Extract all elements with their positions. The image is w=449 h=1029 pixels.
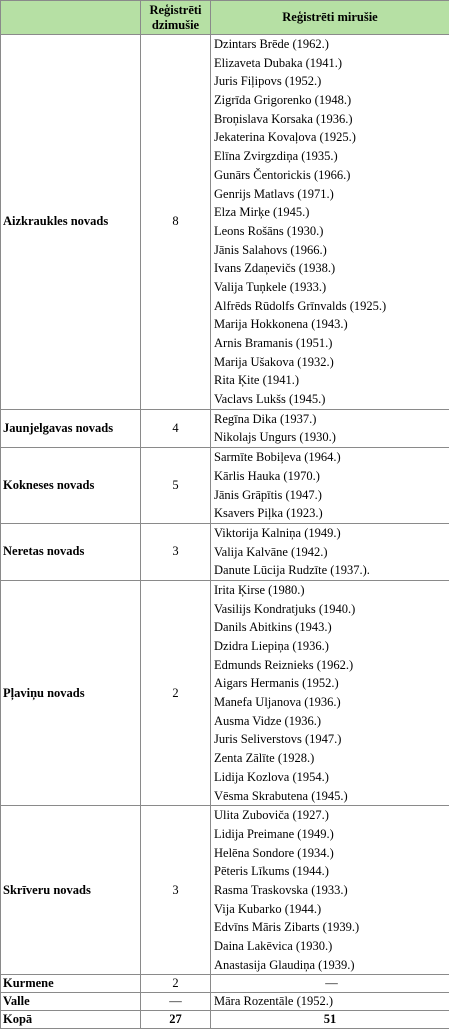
death-entry: Helēna Sondore (1934.) [214, 844, 449, 863]
deaths-list [211, 409, 449, 447]
death-entry: Irita Ķirse (1980.) [214, 581, 449, 600]
death-entry: Sarmīte Bobiļeva (1964.) [214, 448, 449, 467]
death-entry: Ksavers Piļka (1923.) [214, 504, 449, 523]
death-entry: Ausma Vidze (1936.) [214, 712, 449, 731]
births-count: 5 [141, 448, 211, 524]
death-entry: Lidija Preimane (1949.) [214, 825, 449, 844]
table-row [1, 580, 449, 805]
death-entry: Pēteris Līkums (1944.) [214, 862, 449, 881]
death-entry: Ivans Zdaņevičs (1938.) [214, 259, 449, 278]
region-name: Kokneses novads [1, 448, 141, 524]
death-entry: Vēsma Skrabutena (1945.) [214, 787, 449, 806]
death-entry: Danute Lūcija Rudzīte (1937.). [214, 561, 449, 580]
table-row [1, 448, 449, 524]
death-entry: Genrijs Matlavs (1971.) [214, 185, 449, 204]
header-row [1, 1, 449, 35]
death-entry: Jekaterina Kovaļova (1925.) [214, 128, 449, 147]
deaths-list [211, 523, 449, 580]
births-count: 3 [141, 806, 211, 975]
region-name: Pļaviņu novads [1, 580, 141, 805]
births-count: 8 [141, 35, 211, 410]
death-entry: Lidija Kozlova (1954.) [214, 768, 449, 787]
death-entry: Elizaveta Dubaka (1941.) [214, 54, 449, 73]
total-births: 27 [141, 1011, 211, 1029]
death-entry: — [325, 976, 338, 990]
header-deaths: Reģistrēti mirušie [211, 1, 449, 35]
table-row [1, 806, 449, 975]
death-entry: Daina Lakēvica (1930.) [214, 937, 449, 956]
death-entry: Valija Tuņkele (1933.) [214, 278, 449, 297]
death-entry: Edmunds Reiznieks (1962.) [214, 656, 449, 675]
total-row [1, 1011, 449, 1029]
death-entry: Alfrēds Rūdolfs Grīnvalds (1925.) [214, 297, 449, 316]
table-row [1, 409, 449, 447]
table-row [1, 523, 449, 580]
region-name: Kurmene [1, 975, 141, 993]
death-entry: Rita Ķite (1941.) [214, 371, 449, 390]
death-entry: Jānis Grāpītis (1947.) [214, 486, 449, 505]
deaths-list [211, 580, 449, 805]
death-entry: Dzidra Liepiņa (1936.) [214, 637, 449, 656]
death-entry: Juris Seliverstovs (1947.) [214, 730, 449, 749]
region-name: Valle [1, 993, 141, 1011]
table-row [1, 975, 449, 993]
death-entry: Broņislava Korsaka (1936.) [214, 110, 449, 129]
death-entry: Aigars Hermanis (1952.) [214, 674, 449, 693]
deaths-list [211, 448, 449, 524]
births-count: 2 [141, 580, 211, 805]
death-entry: Vaclavs Lukšs (1945.) [214, 390, 449, 409]
table-row [1, 993, 449, 1011]
table-row [1, 35, 449, 410]
death-entry: Valija Kalvāne (1942.) [214, 543, 449, 562]
births-count: — [141, 993, 211, 1011]
death-entry: Dzintars Brēde (1962.) [214, 35, 449, 54]
death-entry: Danils Abitkins (1943.) [214, 618, 449, 637]
death-entry: Zenta Zālīte (1928.) [214, 749, 449, 768]
births-count: 4 [141, 409, 211, 447]
death-entry: Marija Hokkonena (1943.) [214, 315, 449, 334]
deaths-list [211, 993, 449, 1011]
death-entry: Gunārs Čentorickis (1966.) [214, 166, 449, 185]
births-count: 2 [141, 975, 211, 993]
death-entry: Elīna Zvirgzdiņa (1935.) [214, 147, 449, 166]
death-entry: Rasma Traskovska (1933.) [214, 881, 449, 900]
death-entry: Ulita Zuboviča (1927.) [214, 806, 449, 825]
death-entry: Zigrīda Grigorenko (1948.) [214, 91, 449, 110]
death-entry: Kārlis Hauka (1970.) [214, 467, 449, 486]
region-name: Aizkraukles novads [1, 35, 141, 410]
death-entry: Juris Fiļipovs (1952.) [214, 72, 449, 91]
header-births [141, 1, 211, 35]
death-entry: Nikolajs Ungurs (1930.) [214, 428, 449, 447]
death-entry: Edvīns Māris Zibarts (1939.) [214, 918, 449, 937]
death-entry: Manefa Uljanova (1936.) [214, 693, 449, 712]
deaths-list [211, 975, 449, 993]
death-entry: Vasilijs Kondratjuks (1940.) [214, 600, 449, 619]
region-name: Neretas novads [1, 523, 141, 580]
header-births-line1: Reģistrēti [149, 3, 201, 17]
births-count: 3 [141, 523, 211, 580]
death-entry: Leons Rošāns (1930.) [214, 222, 449, 241]
death-entry: Viktorija Kalniņa (1949.) [214, 524, 449, 543]
death-entry: Elza Mirķe (1945.) [214, 203, 449, 222]
total-deaths: 51 [211, 1011, 449, 1029]
death-entry: Anastasija Glaudiņa (1939.) [214, 956, 449, 975]
death-entry: Regīna Dika (1937.) [214, 410, 449, 429]
total-label: Kopā [1, 1011, 141, 1029]
death-entry: Arnis Bramanis (1951.) [214, 334, 449, 353]
region-name: Skrīveru novads [1, 806, 141, 975]
death-entry: Vija Kubarko (1944.) [214, 900, 449, 919]
death-entry: Jānis Salahovs (1966.) [214, 241, 449, 260]
death-entry: Marija Ušakova (1932.) [214, 353, 449, 372]
table-body [1, 35, 449, 1011]
deaths-list [211, 806, 449, 975]
deaths-list [211, 35, 449, 410]
death-entry: Māra Rozentāle (1952.) [214, 994, 333, 1008]
region-name: Jaunjelgavas novads [1, 409, 141, 447]
header-region [1, 1, 141, 35]
header-births-line2: dzimušie [152, 18, 199, 32]
